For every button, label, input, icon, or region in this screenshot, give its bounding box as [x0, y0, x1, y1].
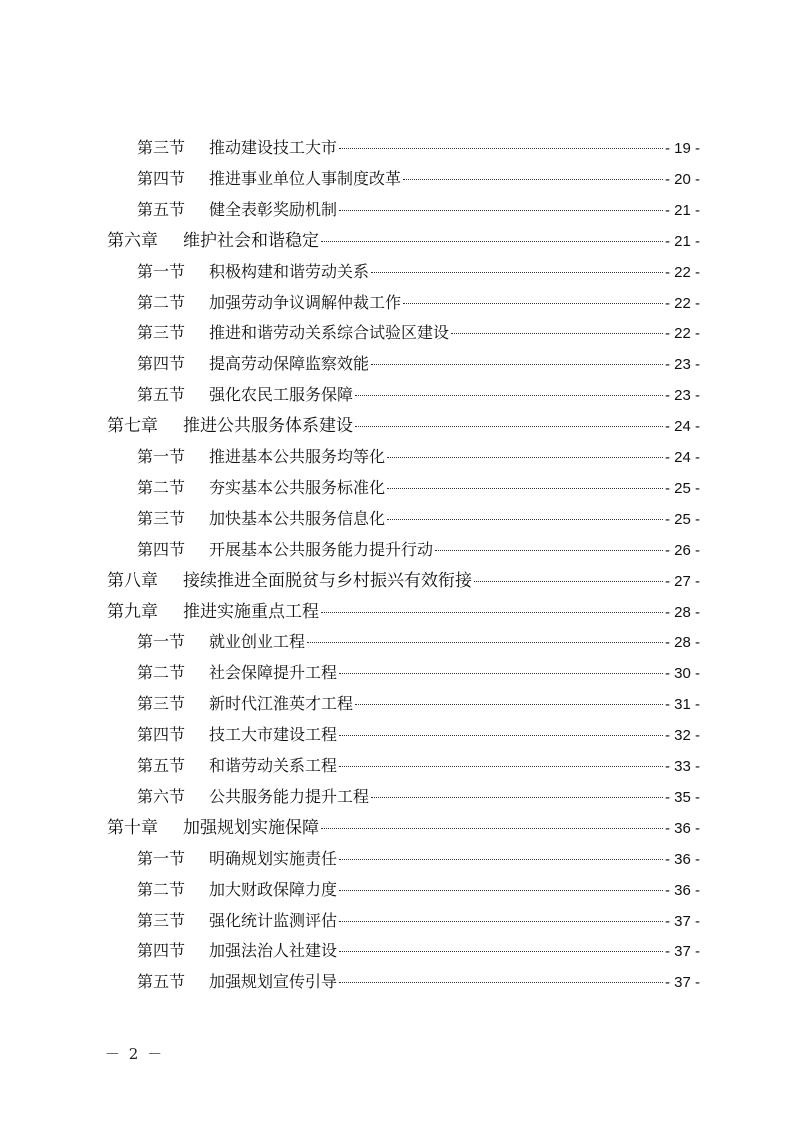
- section-number: 第六节: [137, 786, 186, 806]
- dot-leader: [387, 488, 663, 489]
- section-title: 加强规划宣传引导: [209, 972, 338, 992]
- toc-section-entry[interactable]: [137, 877, 700, 903]
- dot-leader: [403, 303, 663, 304]
- chapter-number: 第六章: [107, 230, 158, 251]
- section-title: 加强法治人社建设: [209, 941, 338, 961]
- toc-section-entry[interactable]: [137, 784, 700, 810]
- section-title: 和谐劳动关系工程: [209, 756, 338, 775]
- toc-section-entry[interactable]: [137, 351, 700, 377]
- page-ref: - 36 -: [664, 819, 700, 837]
- toc-entry-label: [137, 938, 337, 964]
- section-title: 积极构建和谐劳动关系: [209, 261, 370, 281]
- section-title: 公共服务能力提升工程: [209, 786, 370, 806]
- section-title: 技工大市建设工程: [209, 725, 338, 745]
- toc-entry-label: [137, 506, 385, 532]
- page-ref: - 24 -: [664, 449, 700, 466]
- toc-chapter-entry[interactable]: [107, 568, 700, 594]
- toc-section-entry[interactable]: [137, 537, 700, 563]
- section-title: 强化统计监测评估: [209, 910, 338, 930]
- section-title: 新时代江淮英才工程: [209, 694, 354, 714]
- section-title: 推动建设技工大市: [209, 138, 338, 157]
- toc-chapter-entry[interactable]: [107, 599, 700, 625]
- dot-leader: [339, 148, 663, 149]
- section-title: 夯实基本公共服务标准化: [209, 477, 386, 497]
- page-ref: - 32 -: [664, 727, 700, 745]
- page-ref: - 23 -: [664, 356, 700, 374]
- toc-entry-label: [137, 259, 369, 285]
- page-ref: - 20 -: [664, 170, 700, 188]
- toc-entry-label: [137, 877, 337, 903]
- toc-chapter-entry[interactable]: [107, 413, 700, 439]
- toc-section-entry[interactable]: [137, 938, 700, 964]
- toc-entry-label: [107, 228, 319, 254]
- section-title: 加大财政保障力度: [209, 879, 338, 899]
- chapter-number: 第七章: [107, 416, 158, 437]
- section-title: 推进和谐劳动关系综合试验区建设: [209, 323, 450, 343]
- toc-entry-label: [137, 784, 369, 810]
- toc-section-entry[interactable]: [137, 444, 700, 470]
- section-title: 社会保障提升工程: [209, 663, 338, 683]
- section-number: 第一节: [137, 447, 186, 466]
- page-ref: - 24 -: [664, 418, 700, 436]
- section-title: 加快基本公共服务信息化: [209, 508, 386, 528]
- toc-section-entry[interactable]: [137, 691, 700, 717]
- page-ref: - 26 -: [664, 541, 700, 559]
- dot-leader: [339, 766, 663, 767]
- toc-entry-label: [137, 290, 401, 316]
- section-number: 第五节: [137, 385, 186, 405]
- dot-leader: [339, 735, 663, 736]
- toc-entry-label: [107, 599, 319, 625]
- section-title: 强化农民工服务保障: [209, 385, 354, 405]
- page-ref: - 33 -: [664, 758, 700, 775]
- dot-leader: [339, 859, 663, 860]
- toc-entry-label: [137, 753, 337, 779]
- dot-leader: [474, 581, 663, 582]
- section-number: 第三节: [137, 910, 186, 930]
- dot-leader: [355, 704, 663, 705]
- page-ref: - 21 -: [664, 201, 700, 219]
- section-title: 开展基本公共服务能力提升行动: [209, 539, 434, 559]
- toc-entry-label: [107, 568, 472, 594]
- section-title: 推进基本公共服务均等化: [209, 447, 386, 466]
- section-number: 第四节: [137, 168, 186, 188]
- toc-chapter-entry[interactable]: [107, 815, 700, 841]
- page-ref: - 19 -: [664, 140, 700, 157]
- page-ref: - 31 -: [664, 696, 700, 714]
- page-number: － 2 －: [105, 1045, 165, 1063]
- chapter-title: 加强规划实施保障: [183, 817, 319, 838]
- section-number: 第四节: [137, 725, 186, 745]
- toc-entry-label: [137, 475, 385, 501]
- toc-section-entry[interactable]: [137, 475, 700, 501]
- page-ref: - 35 -: [664, 788, 700, 806]
- section-number: 第三节: [137, 323, 186, 343]
- toc-entry-label: [137, 351, 369, 377]
- dot-leader: [435, 550, 663, 551]
- dot-leader: [371, 272, 663, 273]
- toc-section-entry[interactable]: [137, 629, 700, 655]
- dot-leader: [321, 612, 663, 613]
- toc-chapter-entry[interactable]: [107, 228, 700, 254]
- section-title: 推进事业单位人事制度改革: [209, 168, 402, 188]
- dot-leader: [339, 921, 663, 922]
- section-number: 第二节: [137, 477, 186, 497]
- toc-entry-label: [137, 537, 433, 563]
- dot-leader: [339, 951, 663, 952]
- page-ref: - 22 -: [664, 325, 700, 343]
- page-ref: - 37 -: [664, 974, 700, 992]
- section-number: 第三节: [137, 138, 186, 157]
- chapter-title: 接续推进全面脱贫与乡村振兴有效衔接: [183, 570, 472, 591]
- toc-section-entry[interactable]: [137, 846, 700, 872]
- chapter-title: 维护社会和谐稳定: [183, 230, 319, 251]
- toc-entry-label: [107, 413, 353, 439]
- section-number: 第二节: [137, 879, 186, 899]
- section-number: 第四节: [137, 941, 186, 961]
- page-ref: - 22 -: [664, 294, 700, 312]
- toc-entry-label: [137, 629, 305, 655]
- section-number: 第五节: [137, 199, 186, 219]
- toc-entry-label: [137, 691, 353, 717]
- dot-leader: [403, 179, 663, 180]
- toc-entry-label: [107, 815, 319, 841]
- section-number: 第二节: [137, 663, 186, 683]
- chapter-title: 推进公共服务体系建设: [183, 416, 353, 437]
- section-title: 就业创业工程: [209, 632, 306, 652]
- page-ref: - 25 -: [664, 510, 700, 528]
- section-number: 第一节: [137, 261, 186, 281]
- section-title: 加强劳动争议调解仲裁工作: [209, 292, 402, 312]
- chapter-number: 第八章: [107, 570, 158, 591]
- section-title: 提高劳动保障监察效能: [209, 354, 370, 374]
- page-ref: - 37 -: [664, 943, 700, 961]
- section-number: 第一节: [137, 848, 186, 868]
- toc-section-entry[interactable]: [137, 908, 700, 934]
- chapter-title: 推进实施重点工程: [183, 601, 319, 622]
- page-ref: - 21 -: [664, 232, 700, 250]
- section-number: 第四节: [137, 539, 186, 559]
- dot-leader: [339, 673, 663, 674]
- dot-leader: [371, 364, 663, 365]
- toc-entry-label: [137, 846, 337, 872]
- toc-section-entry[interactable]: [137, 722, 700, 748]
- dot-leader: [387, 519, 663, 520]
- toc-section-entry[interactable]: [137, 660, 700, 686]
- toc-section-entry[interactable]: [137, 290, 700, 316]
- toc-entry-label: [137, 908, 337, 934]
- dot-leader: [387, 457, 663, 458]
- dot-leader: [355, 395, 663, 396]
- dot-leader: [321, 241, 663, 242]
- toc-section-entry[interactable]: [137, 969, 700, 995]
- dot-leader: [339, 890, 663, 891]
- page-ref: - 36 -: [664, 850, 700, 868]
- toc-entry-label: [137, 722, 337, 748]
- toc-entry-label: [137, 135, 337, 161]
- toc-section-entry[interactable]: [137, 382, 700, 408]
- toc-entry-label: [137, 382, 353, 408]
- toc-section-entry[interactable]: [137, 135, 700, 161]
- toc-entry-label: [137, 197, 337, 223]
- page-ref: - 28 -: [664, 634, 700, 652]
- page-ref: - 23 -: [664, 387, 700, 405]
- section-number: 第三节: [137, 694, 186, 714]
- toc-entry-label: [137, 166, 401, 192]
- toc-entry-label: [137, 969, 337, 995]
- page-ref: - 37 -: [664, 912, 700, 930]
- section-title: 明确规划实施责任: [209, 848, 338, 868]
- toc-section-entry[interactable]: [137, 506, 700, 532]
- dot-leader: [321, 828, 663, 829]
- dot-leader: [307, 642, 663, 643]
- toc-section-entry[interactable]: [137, 320, 700, 346]
- section-number: 第一节: [137, 632, 186, 652]
- page-ref: - 27 -: [664, 572, 700, 590]
- toc-section-entry[interactable]: [137, 166, 700, 192]
- chapter-number: 第九章: [107, 601, 158, 622]
- section-title: 健全表彰奖励机制: [209, 199, 338, 219]
- section-number: 第三节: [137, 508, 186, 528]
- toc-section-entry[interactable]: [137, 259, 700, 285]
- chapter-number: 第十章: [107, 817, 158, 838]
- toc-section-entry[interactable]: [137, 753, 700, 779]
- toc-entry-label: [137, 444, 385, 470]
- page-ref: - 30 -: [664, 665, 700, 683]
- dot-leader: [339, 982, 663, 983]
- dot-leader: [371, 797, 663, 798]
- dot-leader: [339, 210, 663, 211]
- page-ref: - 25 -: [664, 479, 700, 497]
- section-number: 第二节: [137, 292, 186, 312]
- page-ref: - 22 -: [664, 263, 700, 281]
- section-number: 第五节: [137, 756, 186, 775]
- section-number: 第五节: [137, 972, 186, 992]
- toc-entry-label: [137, 660, 337, 686]
- section-number: 第四节: [137, 354, 186, 374]
- dot-leader: [355, 426, 663, 427]
- toc-entry-label: [137, 320, 449, 346]
- dot-leader: [451, 333, 663, 334]
- page-ref: - 36 -: [664, 881, 700, 899]
- page-ref: - 28 -: [664, 603, 700, 621]
- toc-section-entry[interactable]: [137, 197, 700, 223]
